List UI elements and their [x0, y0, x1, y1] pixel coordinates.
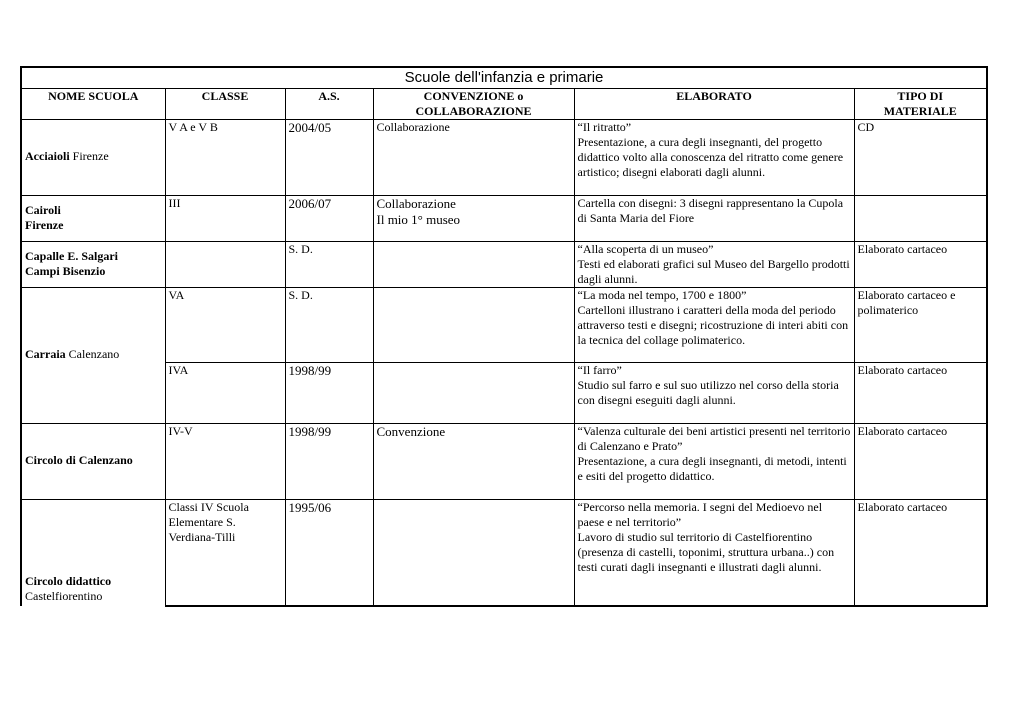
work-description: Cartelloni illustrano i caratteri della moda del periodo attraverso testi e disegni; ricostruzione di interi abiti con la tecnica del collage polimaterico. [577, 303, 849, 347]
school-name: Carraia [25, 347, 66, 361]
table-row [21, 120, 987, 196]
agreement-type: Collaborazione [376, 196, 456, 211]
title-row [21, 67, 987, 89]
agreement-cell [373, 363, 574, 424]
school-name: Circolo di Calenzano [25, 453, 133, 467]
work-cell [574, 500, 854, 606]
school-name-cell [21, 288, 165, 424]
header-agreement [373, 89, 574, 120]
work-title: “La moda nel tempo, 1700 e 1800” [577, 288, 747, 302]
work-description: Presentazione, a cura degli insegnanti, di metodi, intenti e esiti del progetto didattico. [577, 454, 847, 483]
material-cell: Elaborato cartaceo e polimaterico [854, 288, 987, 363]
school-name: Acciaioli [25, 149, 70, 163]
school-city: Firenze [25, 217, 64, 232]
year-cell: S. D. [285, 242, 373, 288]
school-name-cell [21, 120, 165, 196]
work-title: “Alla scoperta di un museo” [577, 242, 714, 256]
year-cell: 1995/06 [285, 500, 373, 606]
table-title: Scuole dell'infanzia e primarie [21, 67, 987, 89]
school-name: Capalle E. Salgari [25, 248, 119, 263]
class-cell: III [165, 196, 285, 242]
header-material-line1: TIPO DI [897, 89, 944, 103]
year-cell: 2004/05 [285, 120, 373, 196]
work-title: “Il farro” [577, 363, 622, 377]
work-cell [574, 242, 854, 288]
header-agreement-line1: CONVENZIONE o [423, 89, 524, 103]
school-name-cell [21, 424, 165, 500]
class-cell: IV-V [165, 424, 285, 500]
work-cell [574, 196, 854, 242]
material-cell [854, 196, 987, 242]
work-cell [574, 363, 854, 424]
work-description: Testi ed elaborati grafici sul Museo del Bargello prodotti dagli alunni. [577, 257, 850, 286]
school-name-cell [21, 500, 165, 606]
school-name-cell [21, 196, 165, 242]
class-cell: V A e V B [165, 120, 285, 196]
material-cell: CD [854, 120, 987, 196]
agreement-cell: Convenzione [373, 424, 574, 500]
header-work: ELABORATO [574, 89, 854, 120]
school-city: Castelfiorentino [25, 588, 103, 603]
header-school: NOME SCUOLA [21, 89, 165, 120]
school-name: Circolo didattico [25, 573, 112, 588]
table-row [21, 242, 987, 288]
table-row [21, 363, 987, 424]
class-cell: VA [165, 288, 285, 363]
work-description: Presentazione, a cura degli insegnanti, del progetto didattico volto alla conoscenza del ritratto come genere artistico; disegni elaborati dagli alunni. [577, 135, 844, 179]
header-year: A.S. [285, 89, 373, 120]
header-row [21, 89, 987, 120]
header-material [854, 89, 987, 120]
material-cell: Elaborato cartaceo [854, 424, 987, 500]
table-row [21, 500, 987, 606]
work-cell [574, 424, 854, 500]
table-row [21, 424, 987, 500]
school-city: Campi Bisenzio [25, 263, 106, 278]
school-city: Firenze [69, 149, 109, 163]
year-cell: S. D. [285, 288, 373, 363]
agreement-cell: Collaborazione [373, 120, 574, 196]
table-row [21, 196, 987, 242]
material-cell: Elaborato cartaceo [854, 242, 987, 288]
header-agreement-line2: COLLABORAZIONE [415, 104, 532, 118]
material-cell: Elaborato cartaceo [854, 500, 987, 606]
work-cell [574, 120, 854, 196]
work-description: Lavoro di studio sul territorio di Castelfiorentino (presenza di castelli, toponimi, struttura urbana..) con testi curati dagli insegnanti e illustrati dagli alunni. [577, 530, 835, 574]
work-title: “Valenza culturale dei beni artistici presenti nel territorio di Calenzano e Prato” [577, 424, 851, 453]
schools-table [20, 66, 988, 607]
year-cell: 2006/07 [285, 196, 373, 242]
school-city: Calenzano [65, 347, 120, 361]
material-cell: Elaborato cartaceo [854, 363, 987, 424]
work-description: Studio sul farro e sul suo utilizzo nel corso della storia con disegni eseguiti dagli alunni. [577, 378, 839, 407]
header-material-line2: MATERIALE [883, 104, 957, 118]
agreement-project: Il mio 1° museo [376, 212, 461, 227]
school-name-cell [21, 242, 165, 288]
agreement-cell [373, 242, 574, 288]
table-row [21, 288, 987, 363]
year-cell: 1998/99 [285, 363, 373, 424]
work-title: Cartella con disegni: 3 disegni rappresentano la Cupola di Santa Maria del Fiore [577, 196, 844, 225]
agreement-cell [373, 288, 574, 363]
agreement-cell [373, 196, 574, 242]
work-title: “Il ritratto” [577, 120, 632, 134]
class-cell [165, 242, 285, 288]
class-cell: Classi IV Scuola Elementare S. Verdiana-Tilli [165, 500, 285, 606]
header-class: CLASSE [165, 89, 285, 120]
work-cell [574, 288, 854, 363]
agreement-cell [373, 500, 574, 606]
class-cell: IVA [165, 363, 285, 424]
work-title: “Percorso nella memoria. I segni del Medioevo nel paese e nel territorio” [577, 500, 823, 529]
school-name: Cairoli [25, 202, 61, 217]
year-cell: 1998/99 [285, 424, 373, 500]
